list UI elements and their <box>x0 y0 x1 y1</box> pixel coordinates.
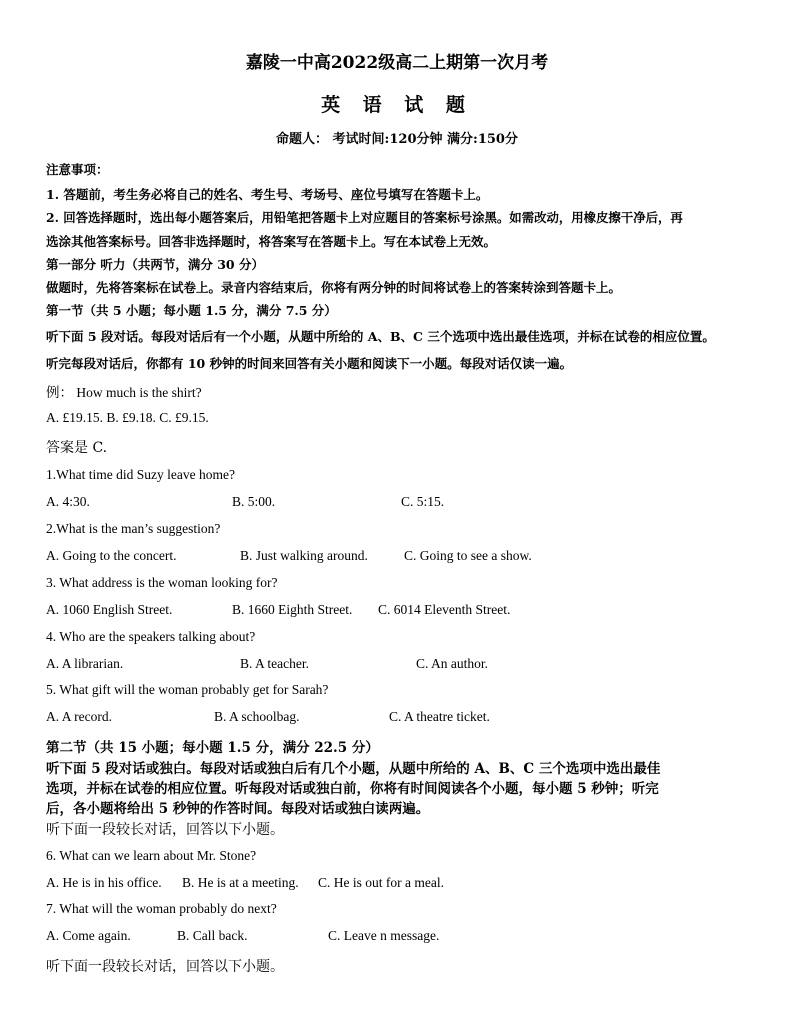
option-c: C. Leave n message. <box>328 928 440 943</box>
question-1-options <box>46 494 746 514</box>
part1-heading: 第一部分 听力（共两节，满分 30 分） <box>46 257 264 272</box>
section2-heading: 第二节（共 15 小题；每小题 1.5 分，满分 22.5 分） <box>46 740 379 756</box>
option-c: C. An author. <box>416 656 489 671</box>
option-b: B. 5:00. <box>232 494 276 509</box>
exam-subject: 英 语 试 题 <box>321 94 473 116</box>
question-6-options <box>46 875 746 895</box>
option-b: B. He is at a meeting. <box>182 875 299 890</box>
question-6: 6. What can we learn about Mr. Stone? <box>46 848 257 863</box>
option-c: C. He is out for a meal. <box>318 875 444 890</box>
option-a: A. A librarian. <box>46 656 124 671</box>
option-b: B. A teacher. <box>240 656 309 671</box>
section1-instruction-1: 听下面 5 段对话。每段对话后有一个小题，从题中所给的 A、B、C 三个选项中选出最佳选项，并标在试卷的相应位置。 <box>46 329 715 344</box>
part1-instruction: 做题时，先将答案标在试卷上。录音内容结束后，你将有两分钟的时间将试卷上的答案转涂到答题卡上。 <box>46 280 622 295</box>
section1-heading: 第一节（共 5 小题；每小题 1.5 分，满分 7.5 分） <box>46 303 337 318</box>
option-a: A. Going to the concert. <box>46 548 177 563</box>
question-7-options <box>46 928 746 948</box>
listen-prompt: 听下面一段较长对话，回答以下小题。 <box>46 822 284 838</box>
exam-title: 嘉陵一中高2022级高二上期第一次月考 <box>245 53 549 73</box>
listen-prompt-2: 听下面一段较长对话，回答以下小题。 <box>46 959 284 975</box>
option-b: B. A schoolbag. <box>214 709 300 724</box>
example-question: 例： How much is the shirt? <box>46 385 202 400</box>
question-4-options <box>46 656 746 676</box>
question-1: 1.What time did Suzy leave home? <box>46 467 235 482</box>
option-a: A. 4:30. <box>46 494 90 509</box>
question-7: 7. What will the woman probably do next? <box>46 901 277 916</box>
option-a: A. 1060 English Street. <box>46 602 173 617</box>
notes-item-1: 1. 答题前，考生务必将自己的姓名、考生号、考场号、座位号填写在答题卡上。 <box>46 187 489 202</box>
option-b: B. Call back. <box>177 928 248 943</box>
notes-item-2-cont: 选涂其他答案标号。回答非选择题时，将答案写在答题卡上。写在本试卷上无效。 <box>46 234 497 249</box>
option-b: B. Just walking around. <box>240 548 368 563</box>
question-5-options <box>46 709 746 729</box>
option-c: C. 6014 Eleventh Street. <box>378 602 511 617</box>
notes-item-2: 2. 回答选择题时，选出每小题答案后，用铅笔把答题卡上对应题目的答案标号涂黑。如需改动，用橡皮擦干净后，再 <box>46 210 683 225</box>
option-a: A. Come again. <box>46 928 131 943</box>
section1-instruction-2: 听完每段对话后，你都有 10 秒钟的时间来回答有关小题和阅读下一小题。每段对话仅读一遍。 <box>46 356 573 371</box>
option-b: B. 1660 Eighth Street. <box>232 602 353 617</box>
notes-heading: 注意事项： <box>46 162 109 177</box>
question-4: 4. Who are the speakers talking about? <box>46 629 256 644</box>
section2-instruction-1: 听下面 5 段对话或独白。每段对话或独白后有几个小题，从题中所给的 A、B、C 三个选项中选出最佳 <box>46 761 661 777</box>
exam-meta: 命题人： 考试时间:120分钟 满分:150分 <box>276 132 518 147</box>
section2-instruction-3: 后，各小题将给出 5 秒钟的作答时间。每段对话或独白读两遍。 <box>46 801 430 817</box>
question-3-options <box>46 602 746 622</box>
question-2: 2.What is the man’s suggestion? <box>46 521 221 536</box>
option-a: A. He is in his office. <box>46 875 162 890</box>
option-c: C. A theatre ticket. <box>389 709 490 724</box>
section2-instruction-2: 选项，并标在试卷的相应位置。听每段对话或独白前，你将有时间阅读各个小题，每小题 5 秒钟；听完 <box>46 781 659 797</box>
option-a: A. A record. <box>46 709 112 724</box>
question-5: 5. What gift will the woman probably get for Sarah? <box>46 682 329 697</box>
option-c: C. Going to see a show. <box>404 548 532 563</box>
option-c: C. 5:15. <box>401 494 445 509</box>
example-options: A. £19.15. B. £9.18. C. £9.15. <box>46 410 209 425</box>
question-2-options <box>46 548 746 568</box>
question-3: 3. What address is the woman looking for? <box>46 575 278 590</box>
example-answer: 答案是 C. <box>46 440 108 456</box>
